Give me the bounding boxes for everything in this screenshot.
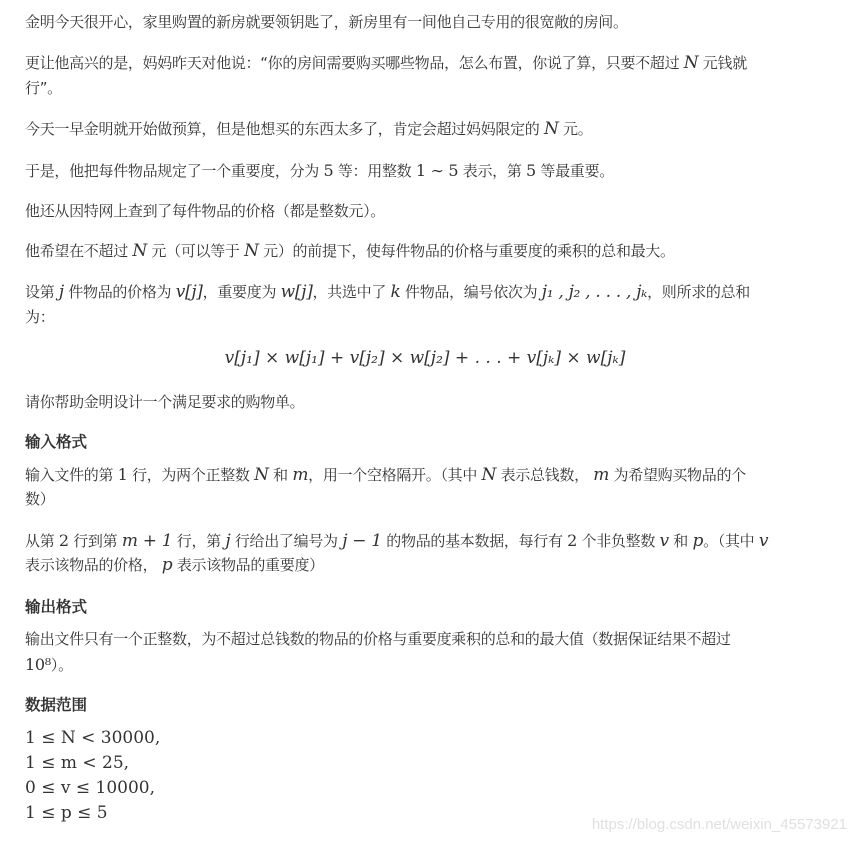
sum-formula (25, 346, 825, 371)
math-2: 2 (58, 531, 69, 550)
output-line (25, 627, 825, 652)
text: 请你帮助金明设计一个满足要求的购物单。 (25, 393, 305, 411)
text: 行，第 (176, 532, 221, 550)
paragraph-request (25, 390, 825, 415)
math-N: N (254, 465, 269, 485)
text: 设第 (25, 283, 55, 301)
text: 从第 (25, 532, 55, 550)
math-p: p (692, 531, 704, 551)
text: 他还从因特网上查到了每件物品的价格（都是整数元）。 (25, 202, 386, 220)
math-j-list: j₁ , j₂ , . . . , jₖ (541, 282, 648, 302)
text: 件物品，编号依次为 (405, 283, 538, 301)
input-line-2-cont (25, 553, 825, 578)
constraint-N: 1 ≤ N < 30000, (25, 728, 161, 748)
text: 表示，第 (462, 162, 522, 180)
heading-output-format: 输出格式 (25, 598, 88, 616)
input-line-1 (25, 462, 825, 488)
text: 输入文件的第 (25, 466, 114, 484)
math-j: j (58, 282, 64, 302)
math-j-minus-1: j − 1 (342, 531, 382, 551)
paragraph-definition-cont (25, 305, 825, 330)
math-k: k (390, 282, 401, 302)
text: 和 (273, 466, 288, 484)
paragraph-prices (25, 199, 825, 224)
text: ，重要度为 (202, 283, 277, 301)
paragraph-definition (25, 280, 825, 305)
math-N: N (543, 119, 559, 139)
math-v: v (758, 531, 769, 551)
text: 表示总钱数， (500, 466, 589, 484)
text: 元（可以等于 (151, 242, 240, 260)
math-5: 5 (526, 161, 536, 180)
math-N: N (683, 53, 699, 73)
text: 行，为两个正整数 (132, 466, 250, 484)
text: 更让他高兴的是，妈妈昨天对他说：“你的房间需要购买哪些物品，怎么布置，你说了算，只要不超过 (25, 54, 680, 72)
text: 他希望在不超过 (25, 242, 128, 260)
math-5: 5 (323, 161, 334, 180)
math-2: 2 (567, 531, 578, 550)
input-line-1-cont (25, 487, 825, 512)
text: 今天一早金明就开始做预算，但是他想买的东西太多了，肯定会超过妈妈限定的 (25, 120, 540, 138)
math-p: p (161, 555, 173, 575)
math-N: N (481, 465, 497, 485)
text: 为希望购买物品的个 (613, 466, 746, 484)
text: 元）的前提下，使每件物品的价格与重要度的乘积的总和最大。 (263, 242, 675, 260)
math-10-pow-8: 10⁸ (25, 655, 51, 674)
math-N: N (132, 241, 147, 261)
text: 件物品的价格为 (68, 283, 172, 301)
math-v: v (659, 531, 669, 551)
math-1: 1 (117, 465, 128, 484)
paragraph-goal (25, 239, 825, 264)
constraint-m: 1 ≤ m < 25, (25, 753, 130, 773)
text: ，共选中了 (312, 283, 387, 301)
text: 于是，他把每件物品规定了一个重要度，分为 (25, 162, 320, 180)
text: 输出文件只有一个正整数，为不超过总钱数的物品的价格与重要度乘积的总和的最大值（数据保证结果不超过 (25, 630, 731, 648)
paragraph-budget (25, 117, 825, 142)
math-m-plus-1: m + 1 (121, 531, 173, 551)
text: 。（其中 (703, 532, 755, 550)
watermark: https://blog.csdn.net/weixin_45573921 (591, 816, 847, 833)
paragraph-intro (25, 10, 825, 35)
math-m: m (292, 465, 309, 485)
text: ，用一个空格隔开。（其中 (308, 466, 478, 484)
text: 元钱就 (702, 54, 747, 72)
paragraph-mom-said-cont (25, 76, 825, 101)
text: 等：用整数 (337, 162, 412, 180)
text: 表示该物品的价格， (25, 556, 158, 574)
text: 行”。 (25, 79, 62, 97)
text: 元。 (563, 120, 593, 138)
text: 数） (25, 490, 55, 508)
math-range: 1 ∼ 5 (415, 161, 459, 180)
math-m: m (593, 465, 610, 485)
output-line-cont (25, 652, 825, 678)
text: 个非负整数 (581, 532, 656, 550)
math-vj: v[j] (175, 282, 203, 302)
text: 的物品的基本数据，每行有 (386, 532, 563, 550)
text: 表示该物品的重要度） (176, 556, 324, 574)
input-line-2 (25, 528, 825, 554)
heading-input-format: 输入格式 (25, 433, 88, 451)
heading-data-range: 数据范围 (25, 696, 88, 714)
paragraph-importance (25, 158, 825, 184)
math-j: j (225, 531, 231, 551)
text: 行到第 (73, 532, 118, 550)
math-N: N (244, 241, 259, 261)
constraint-v: 0 ≤ v ≤ 10000, (25, 778, 156, 798)
math-wj: w[j] (280, 282, 313, 302)
text: ，则所求的总和 (647, 283, 750, 301)
text: 和 (673, 532, 688, 550)
formula-text: v[j₁] × w[j₁] + v[j₂] × w[j₂] + . . . + v[jₖ] × w[jₖ] (224, 348, 626, 368)
text: 等最重要。 (540, 162, 614, 180)
text: 金明今天很开心，家里购置的新房就要领钥匙了，新房里有一间他自己专用的很宽敞的房间。 (25, 13, 628, 31)
text: ）。 (50, 656, 73, 674)
constraint-p: 1 ≤ p ≤ 5 (25, 803, 108, 823)
paragraph-mom-said (25, 51, 825, 76)
text: 为： (25, 308, 55, 326)
text: 行给出了编号为 (234, 532, 338, 550)
